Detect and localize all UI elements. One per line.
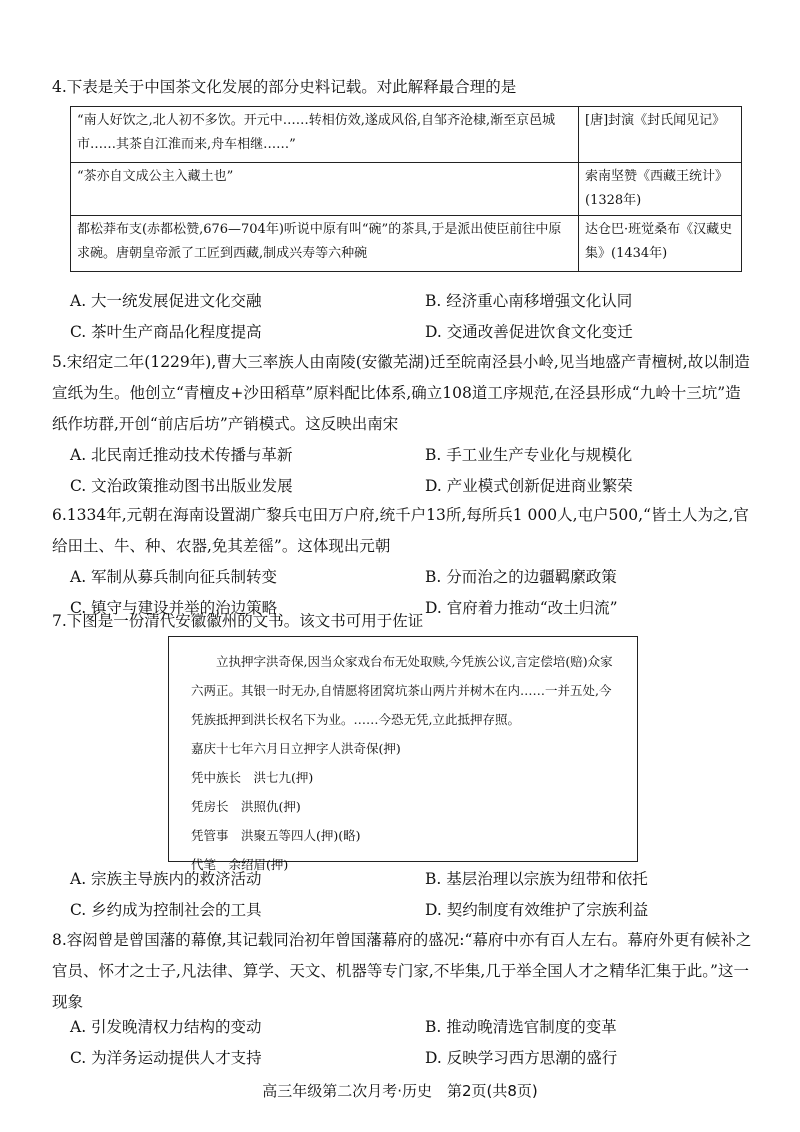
option-a[interactable]: A. 引发晚清权力结构的变动 (70, 1018, 262, 1036)
option-a[interactable]: A. 军制从募兵制向征兵制转变 (70, 568, 278, 586)
question-4-stem: 4.下表是关于中国茶文化发展的部分史料记载。对此解释最合理的是 (52, 78, 517, 96)
option-d[interactable]: D. 反映学习西方思潮的盛行 (425, 1049, 618, 1067)
option-a[interactable]: A. 宗族主导族内的救济活动 (70, 870, 262, 888)
document-witness: 凭管事 洪聚五等四人(押)(略) (191, 828, 361, 843)
question-7-stem: 7.下图是一份清代安徽徽州的文书。该文书可用于佐证 (52, 612, 424, 630)
table-row (71, 216, 742, 272)
option-c[interactable]: C. 为洋务运动提供人才支持 (70, 1049, 262, 1067)
option-b[interactable]: B. 经济重心南移增强文化认同 (425, 292, 633, 310)
option-c[interactable]: C. 茶叶生产商品化程度提高 (70, 323, 262, 341)
option-c[interactable]: C. 乡约成为控制社会的工具 (70, 901, 262, 919)
table-row (71, 163, 742, 216)
question-4-options (70, 286, 770, 348)
option-a[interactable]: A. 大一统发展促进文化交融 (70, 292, 262, 310)
question-5-options (70, 440, 770, 502)
option-d[interactable]: D. 交通改善促进饮食文化变迁 (425, 323, 633, 341)
table-cell-text: “茶亦自文成公主入藏土也” (71, 163, 579, 216)
table-cell-source: 达仓巴·班觉桑布《汉藏史集》(1434年) (579, 216, 742, 272)
table-cell-text: “南人好饮之,北人初不多饮。开元中……转相仿效,遂成风俗,自邹齐沧棣,渐至京邑城市……其茶自江淮而来,舟车相继……” (71, 107, 579, 163)
option-d[interactable]: D. 产业模式创新促进商业繁荣 (425, 477, 633, 495)
question-6-stem: 6.1334年,元朝在海南设置湖广黎兵屯田万户府,统千户13所,每所兵1 000人,屯户500,“皆土人为之,官给田土、牛、种、农器,免其差徭”。这体现出元朝 (52, 506, 749, 555)
option-c[interactable]: C. 文治政策推动图书出版业发展 (70, 477, 293, 495)
option-d[interactable]: D. 契约制度有效维护了宗族利益 (425, 901, 649, 919)
document-scribe: 代笔 余绍眉(押) (191, 857, 289, 872)
question-7-options (70, 864, 770, 926)
table-cell-source: 索南坚赞《西藏王统计》(1328年) (579, 163, 742, 216)
option-b[interactable]: B. 推动晚清选官制度的变革 (425, 1018, 617, 1036)
table-cell-source: [唐]封演《封氏闻见记》 (579, 107, 742, 163)
question-8-stem: 8.容闳曾是曾国藩的幕僚,其记载同治初年曾国藩幕府的盛况:“幕府中亦有百人左右。幕府外更有候补之官员、怀才之士子,凡法律、算学、天文、机器等专门家,不毕集,几于举全国人才之精华汇集于此。”这一现象 (52, 931, 752, 1011)
option-b[interactable]: B. 分而治之的边疆羁縻政策 (425, 568, 617, 586)
table-cell-text: 都松莽布支(赤都松赞,676—704年)听说中原有叫“碗”的茶具,于是派出使臣前往中原求碗。唐朝皇帝派了工匠到西藏,制成兴寿等六种碗 (71, 216, 579, 272)
table-row (71, 107, 742, 163)
source-table (70, 106, 742, 272)
option-b[interactable]: B. 手工业生产专业化与规模化 (425, 446, 633, 464)
option-b[interactable]: B. 基层治理以宗族为纽带和依托 (425, 870, 648, 888)
option-a[interactable]: A. 北民南迁推动技术传播与革新 (70, 446, 293, 464)
question-8-options (70, 1012, 770, 1074)
document-witness: 凭房长 洪照仇(押) (191, 799, 301, 814)
document-box (168, 636, 638, 872)
question-5-stem: 5.宋绍定二年(1229年),曹大三率族人由南陵(安徽芜湖)迁至皖南泾县小岭,见当地盛产青檀树,故以制造宣纸为生。他创立“青檀皮+沙田稻草”原料配比体系,确立108道工序规范,在泾县形成“九岭十三坑”造纸作坊群,开创“前店后坊”产销模式。这反映出南宋 (52, 353, 750, 433)
option-c[interactable]: C. 镇守与建设并举的治边策略 (70, 599, 278, 617)
document-witness: 凭中族长 洪七九(押) (191, 770, 314, 785)
document-date: 嘉庆十七年六月日立押字人洪奇保(押) (191, 741, 401, 756)
page-footer: 高三年级第二次月考·历史 第2页(共8页) (262, 1082, 538, 1100)
option-d[interactable]: D. 官府着力推动“改土归流” (425, 599, 618, 617)
document-body: 立执押字洪奇保,因当众家戏台布无处取赎,今凭族公议,言定偿培(赔)众家六两正。其银一时无办,自情愿将团窝坑茶山两片并树木在内……一并五处,今凭族抵押到洪长权名下为业。……今恐无凭,立此抵押存照。 (191, 654, 613, 727)
